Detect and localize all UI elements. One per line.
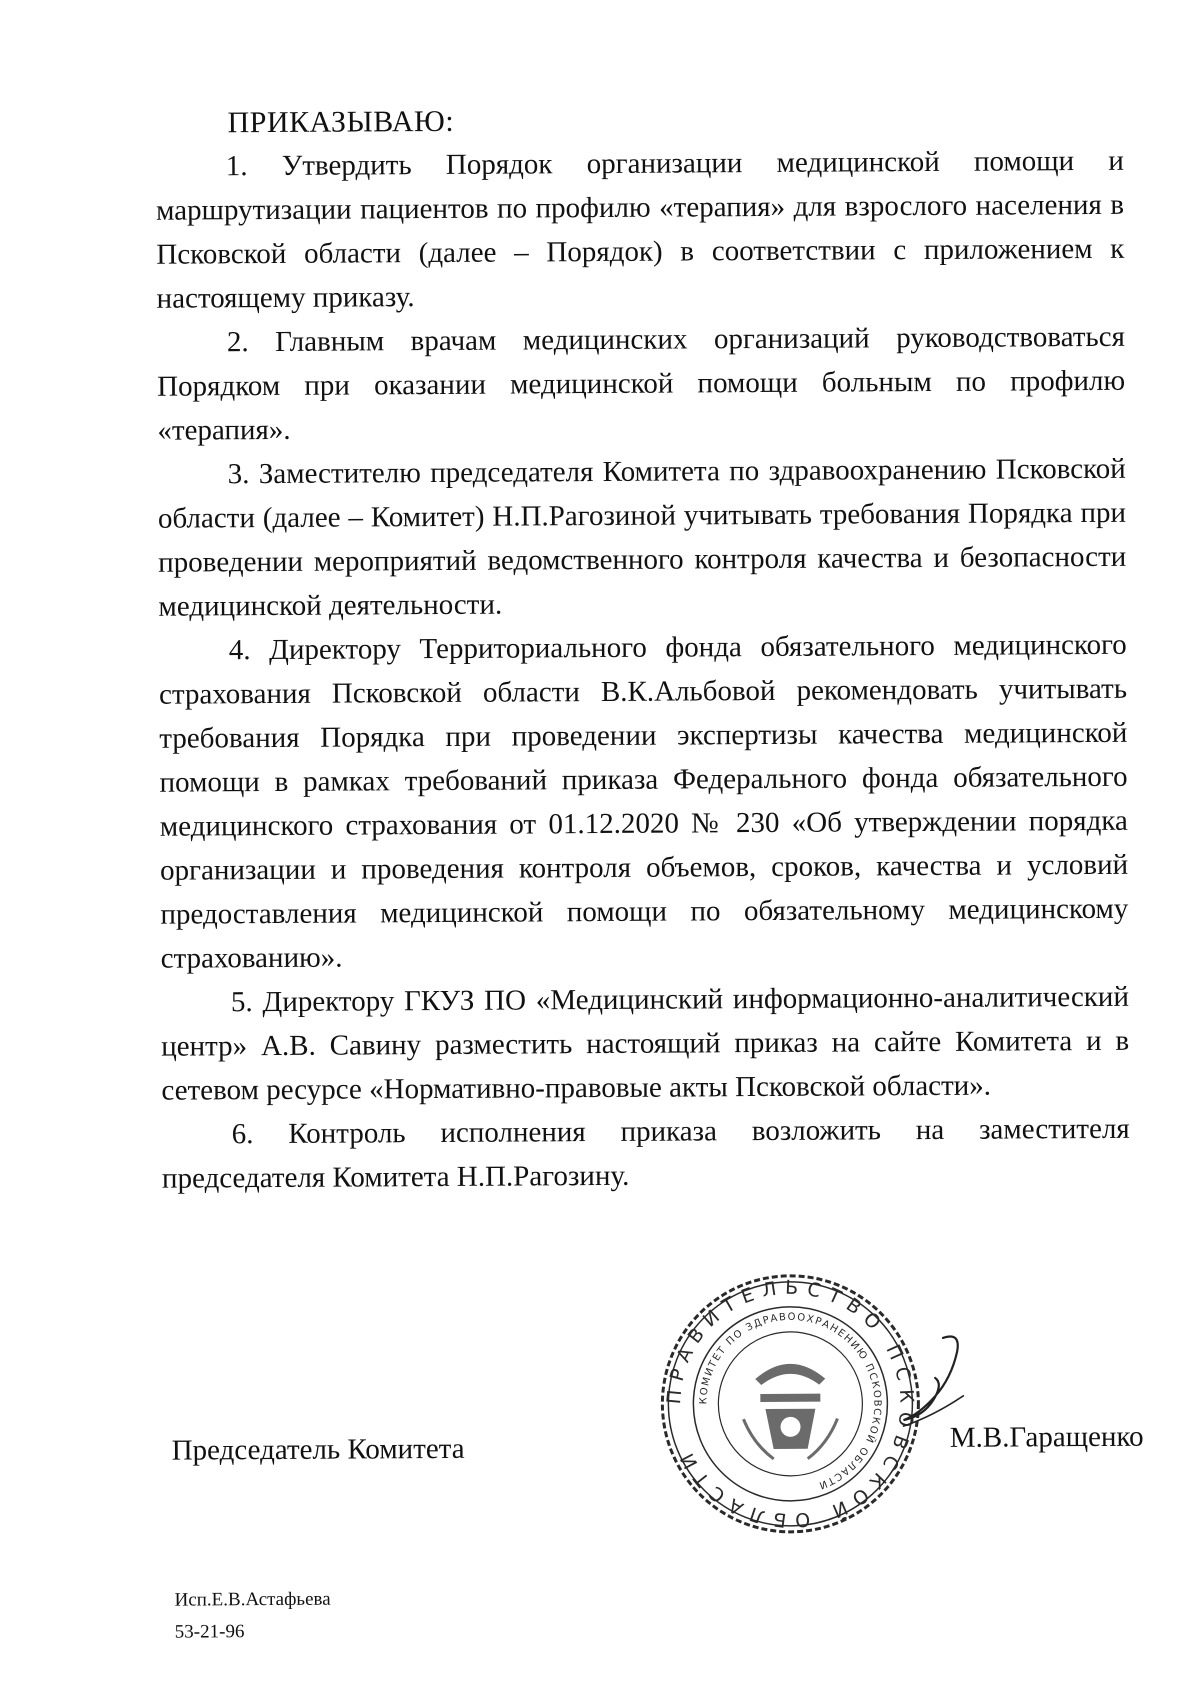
signer-title: Председатель Комитета	[171, 1432, 465, 1467]
executor-block	[174, 1584, 330, 1649]
executor-phone: 53-21-96	[174, 1621, 245, 1643]
order-item-6: 6. Контроль исполнения приказа возложить на заместителя председателя Комитета Н.П.Рагозину.	[161, 1112, 1130, 1195]
order-item-4: 4. Директору Территориального фонда обязательного медицинского страхования Псковской области В.К.Альбовой рекомендовать учитывать требования Порядка при проведении экспертизы качества медицинской помощи в рамках требований приказа Федерального фонда обязательного медицинского страхования от 01.12.2020 № 230 «Об утверждении порядка организации и проведения контроля объемов, сроков, качества и условий предоставления медицинской помощи по обязательному медицинскому страхованию».	[158, 628, 1129, 975]
executor-name: Исп.Е.В.Астафьева	[174, 1588, 331, 1611]
order-heading: ПРИКАЗЫВАЮ:	[227, 104, 455, 140]
seal-inner-text: КОМИТЕТ ПО ЗДРАВООХРАНЕНИЮ ПСКОВСКОЙ ОБЛАСТИ	[698, 1311, 883, 1492]
order-item-2: 2. Главным врачам медицинских организаций руководствоваться Порядком при оказании медицинской помощи больным по профилю «терапия».	[157, 320, 1126, 447]
seal-outer-text: ПРАВИТЕЛЬСТВО ПСКОВСКОЙ ОБЛАСТИ	[662, 1276, 918, 1532]
order-item-5: 5. Директору ГКУЗ ПО «Медицинский информационно-аналитический центр» А.В. Савину разместить настоящий приказ на сайте Комитета и в сетевом ресурсе «Нормативно-правовые акты Псковской области».	[161, 980, 1130, 1107]
signer-name: М.В.Гаращенко	[949, 1420, 1144, 1454]
order-item-3: 3. Заместителю председателя Комитета по здравоохранению Псковской области (далее – Комитет) Н.П.Рагозиной учитывать требования Порядка при проведении мероприятий ведомственного контроля качества и безопасности медицинской деятельности.	[157, 452, 1127, 623]
order-body	[156, 139, 1130, 1201]
signature-block	[171, 1420, 1144, 1479]
order-item-1: 1. Утвердить Порядок организации медицинской помощи и маршрутизации пациентов по профилю «терапия» для взрослого населения в Псковской области (далее – Порядок) в соответствии с приложением к настоящему приказу.	[155, 144, 1125, 315]
